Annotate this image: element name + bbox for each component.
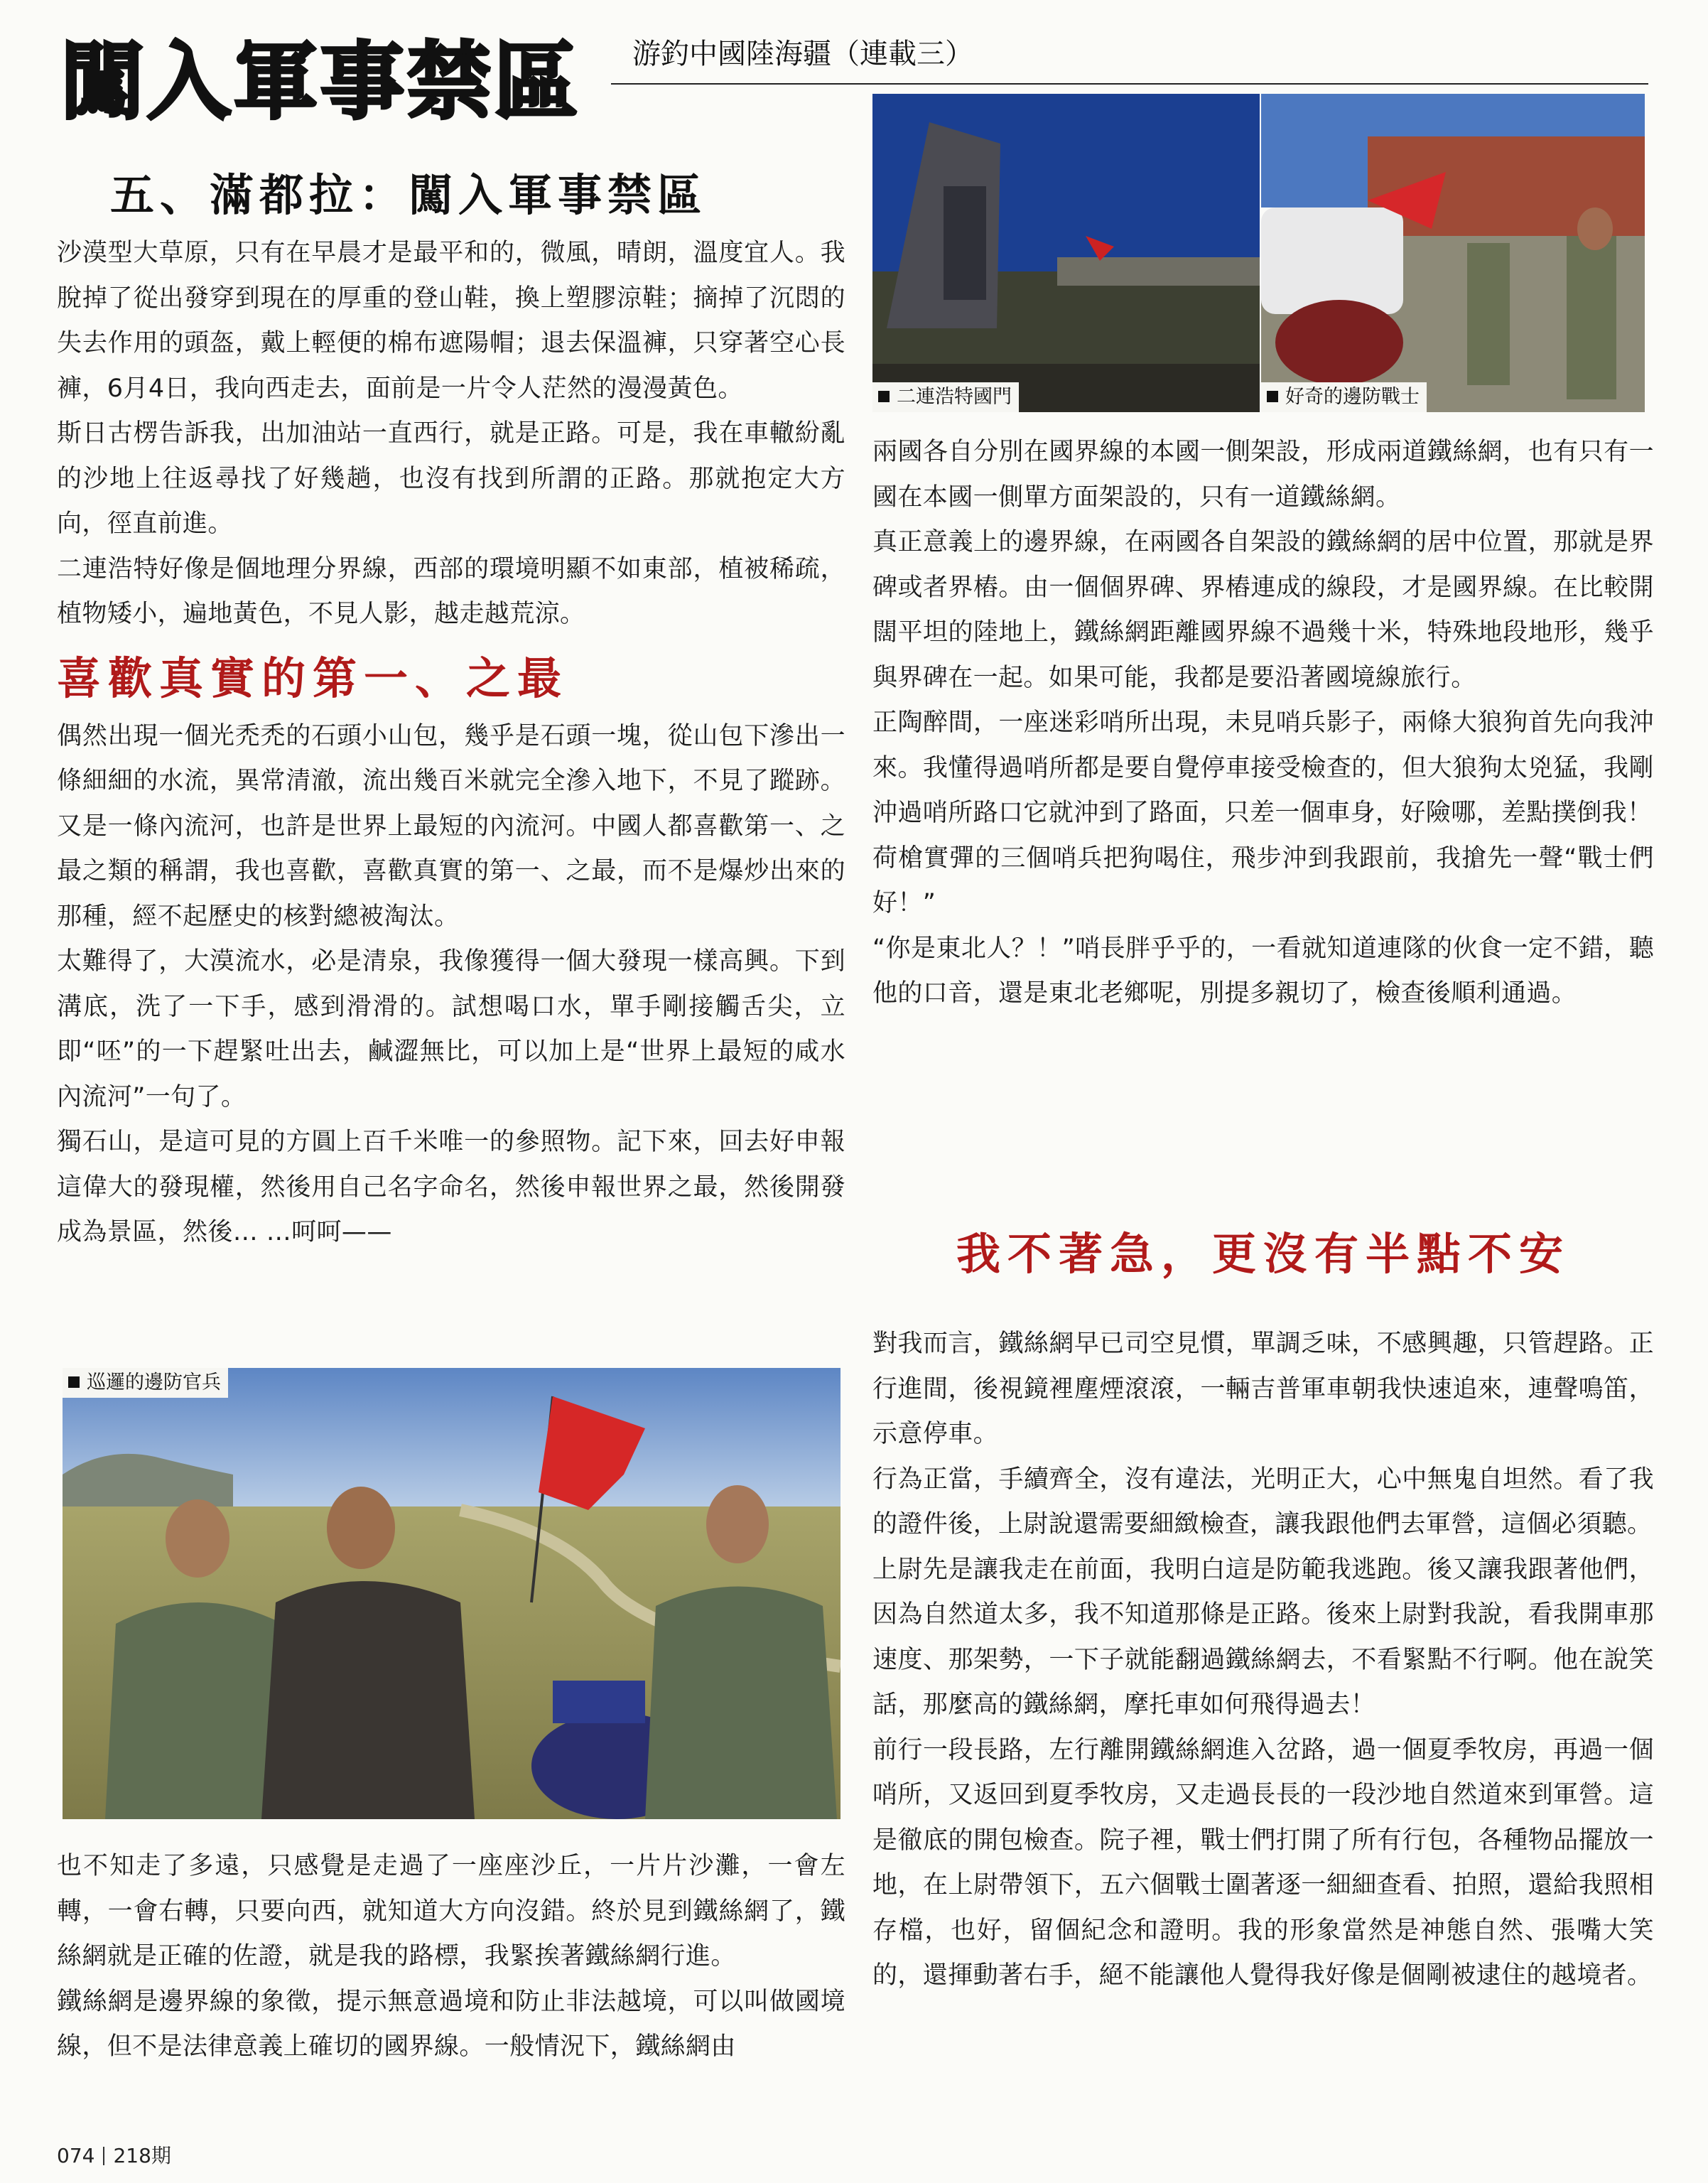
paragraph: 上尉先是讓我走在前面，我明白這是防範我逃跑。後又讓我跟著他們，因為自然道太多，我不知道那條是正路。後來上尉對我說，看我開車那速度、那架勢，一下子就能翻過鐵絲網去，不看緊點不行啊。他在說笑話，那麼高的鐵絲網，摩托車如何飛得過去！ <box>872 1555 1654 1719</box>
left-bottom-column <box>57 1844 845 2070</box>
paragraph: 也不知走了多遠，只感覺是走過了一座座沙丘，一片片沙灘，一會左轉，一會右轉，只要向西，就知道大方向沒錯。終於見到鐵絲網了，鐵絲網就是正確的佐證，就是我的路標，我緊挨著鐵絲網行進。 <box>57 1852 845 1971</box>
page-title: 闖入軍事禁區 <box>60 32 581 131</box>
page-footer <box>57 2140 171 2169</box>
paragraph: 鐵絲網是邊界線的象徵，提示無意過境和防止非法越境，可以叫做國境線，但不是法律意義上確切的國界線。一般情況下，鐵絲網由 <box>57 1987 845 2061</box>
section-title-record: 喜歡真實的第一、之最 <box>57 652 569 704</box>
right-column <box>872 430 1654 1017</box>
caption-marker <box>68 1376 80 1388</box>
page-number: 074 <box>57 2144 95 2167</box>
paragraph: 二連浩特好像是個地理分界線，西部的環境明顯不如東部，植被稀疏，植物矮小，遍地黃色，不見人影，越走越荒涼。 <box>57 554 845 628</box>
header-rule <box>611 83 1648 85</box>
paragraph: 行為正當，手續齊全，沒有違法，光明正大，心中無鬼自坦然。看了我的證件後，上尉說還需要細緻檢查，讓我跟他們去軍營，這個必須聽。 <box>872 1465 1654 1538</box>
paragraph: 前行一段長路，左行離開鐵絲網進入岔路，過一個夏季牧房，再過一個哨所，又返回到夏季牧房，又走過長長的一段沙地自然道來到軍營。這是徹底的開包檢查。院子裡，戰士們打開了所有行包，各種物品擺放一地，在上尉帶領下，五六個戰士圍著逐一細細查看、拍照，還給我照相存檔，也好，留個紀念和證明。我的形象當然是神態自然、張嘴大笑的，還揮動著右手，絕不能讓他人覺得我好像是個剛被逮住的越境者。 <box>872 1735 1654 1990</box>
paragraph: 沙漠型大草原，只有在早晨才是最平和的，微風，晴朗，溫度宜人。我脫掉了從出發穿到現在的厚重的登山鞋，換上塑膠涼鞋；摘掉了沉悶的失去作用的頭盔，戴上輕便的棉布遮陽帽；退去保溫褲，只穿著空心長褲，6月4日，我向西走去，面前是一片令人茫然的漫漫黃色。 <box>57 239 845 403</box>
caption-marker <box>1267 391 1278 402</box>
paragraph: 太難得了，大漠流水，必是清泉，我像獲得一個大發現一樣高興。下到溝底，洗了一下手，感到滑滑的。試想喝口水，單手剛接觸舌尖，立即“呸”的一下趕緊吐出去，鹹澀無比，可以加上是“世界上最短的咸水內流河”一句了。 <box>57 947 845 1111</box>
paragraph: 兩國各自分別在國界線的本國一側架設，形成兩道鐵絲網，也有只有一國在本國一側單方面架設的，只有一道鐵絲網。 <box>872 438 1654 512</box>
right-bottom-column <box>872 1322 1654 1999</box>
soldiers-photo <box>1261 94 1645 412</box>
series-subtitle: 游釣中國陸海疆（連載三） <box>632 38 973 70</box>
patrol-photo <box>63 1368 841 1819</box>
issue-number: 218期 <box>113 2144 171 2167</box>
paragraph: 正陶醉間，一座迷彩哨所出現，未見哨兵影子，兩條大狼狗首先向我沖來。我懂得過哨所都是要自覺停車接受檢查的，但大狼狗太兇猛，我剛沖過哨所路口它就沖到了路面，只差一個車身，好險哪，差點撲倒我！ <box>872 708 1654 827</box>
footer-divider <box>103 2147 104 2165</box>
paragraph: 獨石山，是這可見的方圓上百千米唯一的參照物。記下來，回去好申報這偉大的發現權，然後用自己名字命名，然後申報世界之最，然後開發成為景區，然後… …呵呵—— <box>57 1128 845 1246</box>
paragraph: “你是東北人？！”哨長胖乎乎的，一看就知道連隊的伙食一定不錯，聽他的口音，還是東北老鄉呢，別提多親切了，檢查後順利通過。 <box>872 934 1654 1008</box>
section-title-calm: 我不著急，更沒有半點不安 <box>956 1228 1570 1280</box>
left-column <box>57 160 845 1256</box>
section3-heading-wrap <box>872 1219 1654 1290</box>
soldiers-caption: 好奇的邊防戰士 <box>1261 382 1427 412</box>
patrol-caption: 巡邏的邊防官兵 <box>63 1368 228 1398</box>
paragraph: 荷槍實彈的三個哨兵把狗喝住，飛步沖到我跟前，我搶先一聲“戰士們好！” <box>872 843 1654 917</box>
gate-caption: 二連浩特國門 <box>872 382 1019 412</box>
paragraph: 偶然出現一個光禿禿的石頭小山包，幾乎是石頭一塊，從山包下滲出一條細細的水流，異常清澈，流出幾百米就完全滲入地下，不見了蹤跡。又是一條內流河，也許是世界上最短的內流河。中國人都喜歡第一、之最之類的稱謂，我也喜歡，喜歡真實的第一、之最，而不是爆炒出來的那種，經不起歷史的核對總被淘汰。 <box>57 721 845 931</box>
caption-marker <box>878 391 890 402</box>
paragraph: 對我而言，鐵絲網早已司空見慣，單調乏味，不感興趣，只管趕路。正行進間，後視鏡裡塵煙滾滾，一輛吉普軍車朝我快速追來，連聲鳴笛，示意停車。 <box>872 1330 1654 1448</box>
paragraph: 真正意義上的邊界線，在兩國各自架設的鐵絲網的居中位置，那就是界碑或者界樁。由一個個界碑、界樁連成的線段，才是國界線。在比較開闊平坦的陸地上，鐵絲網距離國界線不過幾十米，特殊地段地形，幾乎與界碑在一起。如果可能，我都是要沿著國境線旅行。 <box>872 528 1654 692</box>
paragraph: 斯日古楞告訴我，出加油站一直西行，就是正路。可是，我在車轍紛亂的沙地上往返尋找了好幾趟，也沒有找到所謂的正路。那就抱定大方向，徑直前進。 <box>57 419 845 538</box>
gate-photo <box>872 94 1260 412</box>
section-title-mandula: 五、滿都拉：闖入軍事禁區 <box>110 169 708 221</box>
